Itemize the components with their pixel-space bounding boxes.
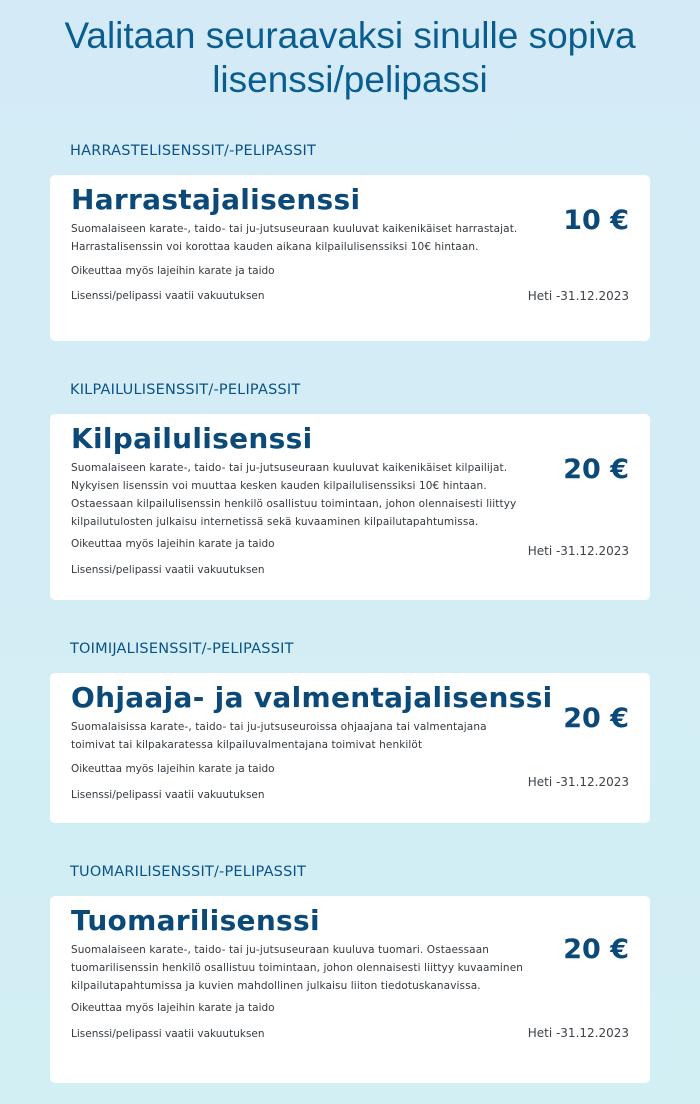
card-validity: Heti -31.12.2023 <box>527 1026 629 1040</box>
section-hobby-licenses <box>50 141 650 341</box>
card-price: 20 € <box>563 703 629 734</box>
card-note-also-valid: Oikeuttaa myös lajeihin karate ja taido <box>71 763 275 775</box>
section-referee-licenses <box>50 862 650 1083</box>
section-heading: HARRASTELISENSSIT/-PELIPASSIT <box>70 143 317 159</box>
card-title: Kilpailulisenssi <box>71 422 313 455</box>
license-card-ohjaaja-valmentajalisenssi[interactable] <box>50 673 650 823</box>
card-title: Harrastajalisenssi <box>71 183 361 216</box>
card-description: Suomalaiseen karate-, taido- tai ju-jutsuseuraan kuuluva tuomari. Ostaessaan tuomarilisenssin henkilö osallistuu toimintaan, johon olennaisesti liittyy kuvaaminen kilpailutapahtumissa ja kuvien mahdollinen julkaisu liiton tiedotuskanavissa. <box>71 944 524 992</box>
card-validity: Heti -31.12.2023 <box>527 544 629 558</box>
license-card-tuomarilisenssi[interactable] <box>50 896 650 1083</box>
card-note-also-valid: Oikeuttaa myös lajeihin karate ja taido <box>71 265 275 277</box>
card-description: Suomalaiseen karate-, taido- tai ju-jutsuseuraan kuuluvat kaikenikäiset kilpailijat. Nykyisen lisenssin voi muuttaa kesken kauden kilpailulisenssiksi 10€ hintaan. Ostaessaan kilpailulisenssin henkilö osallistuu toimintaan, johon olennaisesti liittyy kilpailutulosten julkaisu internetissä sekä kuvaaminen kilpailutapahtumissa. <box>71 462 517 528</box>
section-instructor-licenses <box>50 639 650 823</box>
card-note-also-valid: Oikeuttaa myös lajeihin karate ja taido <box>71 1002 275 1014</box>
card-validity: Heti -31.12.2023 <box>527 289 629 303</box>
license-card-kilpailulisenssi[interactable] <box>50 414 650 600</box>
card-price: 10 € <box>563 205 629 236</box>
section-heading: TOIMIJALISENSSIT/-PELIPASSIT <box>70 641 294 657</box>
card-description: Suomalaisissa karate-, taido- tai ju-jutsuseuroissa ohjaajana tai valmentajana toimivat tai kilpakaratessa kilpailuvalmentajana toimivat henkilöt <box>71 721 487 751</box>
card-note-insurance: Lisenssi/pelipassi vaatii vakuutuksen <box>71 789 265 801</box>
section-competition-licenses <box>50 380 650 600</box>
card-note-insurance: Lisenssi/pelipassi vaatii vakuutuksen <box>71 290 265 302</box>
card-title: Tuomarilisenssi <box>71 904 320 937</box>
page-title-line-1: Valitaan seuraavaksi sinulle sopiva <box>64 15 636 56</box>
card-title: Ohjaaja- ja valmentajalisenssi <box>71 681 553 714</box>
card-validity: Heti -31.12.2023 <box>527 775 629 789</box>
section-heading: TUOMARILISENSSIT/-PELIPASSIT <box>70 864 307 880</box>
card-note-also-valid: Oikeuttaa myös lajeihin karate ja taido <box>71 538 275 550</box>
section-heading: KILPAILULISENSSIT/-PELIPASSIT <box>70 382 301 398</box>
page-title-line-2: lisenssi/pelipassi <box>212 59 488 100</box>
card-price: 20 € <box>563 454 629 485</box>
card-note-insurance: Lisenssi/pelipassi vaatii vakuutuksen <box>71 564 265 576</box>
license-card-harrastajalisenssi[interactable] <box>50 175 650 341</box>
card-price: 20 € <box>563 934 629 965</box>
card-note-insurance: Lisenssi/pelipassi vaatii vakuutuksen <box>71 1028 265 1040</box>
card-description: Suomalaiseen karate-, taido- tai ju-jutsuseuraan kuuluvat kaikenikäiset harrastajat. Harrastalisenssin voi korottaa kauden aikana kilpailulisenssiksi 10€ hintaan. <box>71 223 518 253</box>
page-title <box>0 0 700 102</box>
